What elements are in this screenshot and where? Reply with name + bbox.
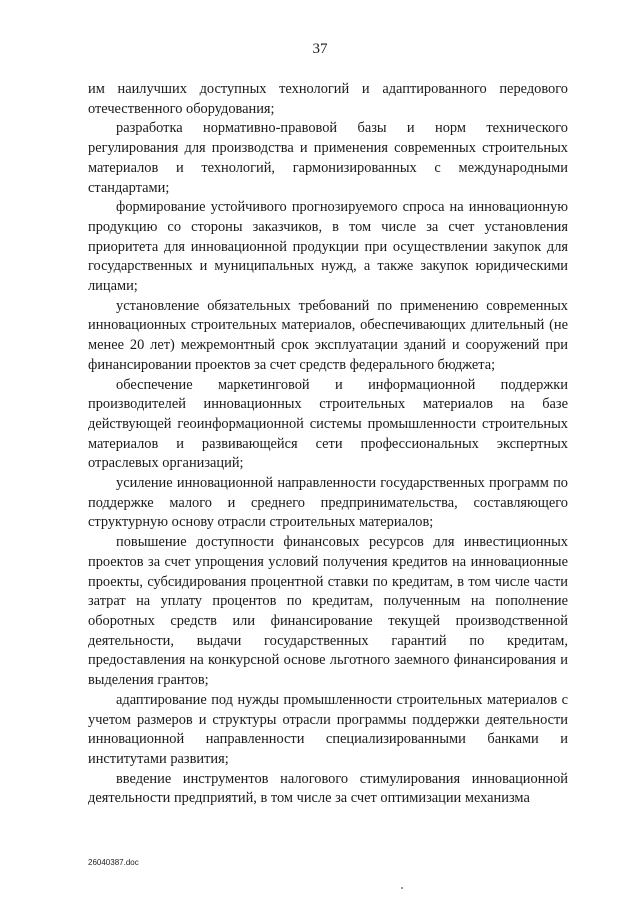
paragraph-small-business-programs: усиление инновационной направленности государственных программ по поддержке малого и среднего предпринимательства, составляющего структурную основу отрасли строительных материалов; (88, 475, 568, 531)
paragraph-bank-programs: адаптирование под нужды промышленности строительных материалов с учетом размеров и структуры отрасли программы поддержки деятельности инновационной направленности специализированными банками и институтами развития; (88, 691, 568, 767)
paragraph-marketing-support: обеспечение маркетинговой и информационной поддержки производителей инновационных строительных материалов на базе действующей геоинформационной системы промышленности строительных материалов и развивающейся сети профессиональных экспертных отраслевых организаций; (88, 376, 568, 472)
paragraph-demand-formation: формирование устойчивого прогнозируемого спроса на инновационную продукцию со стороны заказчиков, в том числе за счет установления приоритета для инновационной продукции при осуществлении закупок для государственных и муниципальных нужд, а также закупок юридическими лицами; (88, 199, 568, 295)
document-body (88, 80, 568, 809)
paragraph-mandatory-requirements: установление обязательных требований по применению современных инновационных строительных материалов, обеспечивающих длительный (не менее 20 лет) межремонтный срок эксплуатации зданий и сооружений при финансировании проектов за счет средств федерального бюджета; (88, 297, 568, 373)
paragraph-regulatory-framework: разработка нормативно-правовой базы и норм технического регулирования для производства и применения современных строительных материалов и технологий, гармонизированных с международными стандартами; (88, 120, 568, 196)
paragraph-tax-incentives: введение инструментов налогового стимулирования инновационной деятельности предприятий, в том числе за счет оптимизации механизма (88, 770, 568, 807)
paragraph-continuation: им наилучших доступных технологий и адаптированного передового отечественного оборудования; (88, 81, 568, 117)
paragraph-financial-access: повышение доступности финансовых ресурсов для инвестиционных проектов за счет упрощения условий получения кредитов на инновационные проекты, субсидирования процентной ставки по кредитам, в том числе части затрат на уплату процентов по кредитам, полученным на пополнение оборотных средств или финансирование текущей производственной деятельности, выдачи государственных гарантий по кредитам, предоставления на конкурсной основе льготного заемного финансирования и выделения грантов; (88, 534, 568, 689)
footer-filename: 26040387.doc (88, 858, 139, 867)
page-number: 37 (312, 41, 328, 57)
scan-speck (401, 887, 403, 889)
